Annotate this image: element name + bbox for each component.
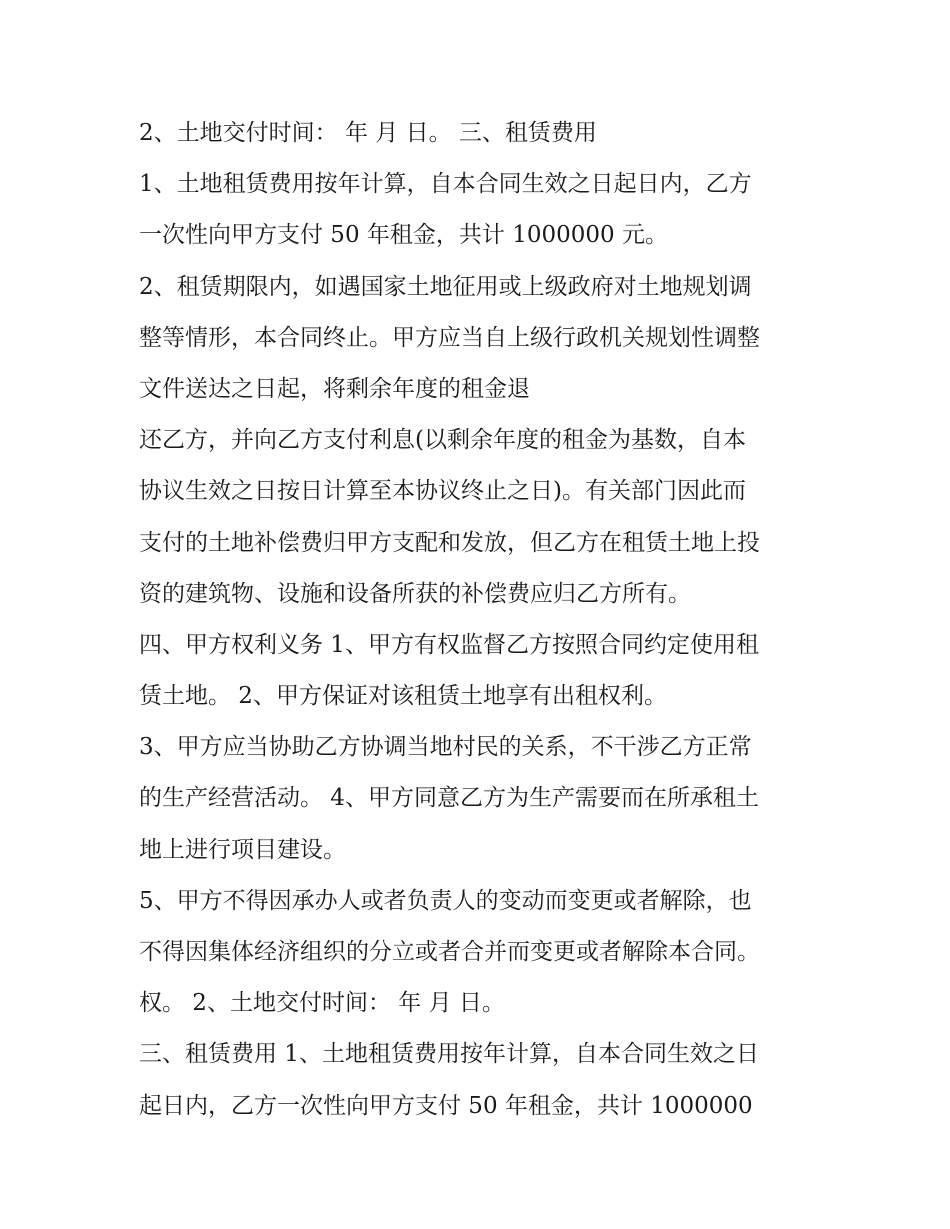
text-line: 协议生效之日按日计算至本协议终止之日)。有关部门因此而 (139, 478, 746, 505)
text-line: 地上进行项目建设。 (139, 836, 346, 863)
text-line: 赁土地。 2、甲方保证对该租赁土地享有出租权利。 (139, 683, 667, 710)
text-line: 1、土地租赁费用按年计算，自本合同生效之日起日内，乙方 (139, 171, 752, 198)
text-line: 三、租赁费用 1、土地租赁费用按年计算，自本合同生效之日 (139, 1041, 759, 1068)
document-body (139, 108, 819, 1132)
text-line: 起日内，乙方一次性向甲方支付 50 年租金，共计 1000000 (139, 1092, 753, 1119)
text-line: 2、租赁期限内，如遇国家土地征用或上级政府对土地规划调 (139, 273, 752, 300)
text-line: 还乙方，并向乙方支付利息(以剩余年度的租金为基数，自本 (139, 427, 746, 454)
text-line: 资的建筑物、设施和设备所获的补偿费应归乙方所有。 (139, 580, 691, 607)
text-line: 的生产经营活动。 4、甲方同意乙方为生产需要而在所承租土 (139, 785, 759, 812)
text-line: 3、甲方应当协助乙方协调当地村民的关系，不干涉乙方正常 (139, 734, 752, 761)
text-line: 支付的土地补偿费归甲方支配和发放，但乙方在租赁土地上投 (139, 529, 760, 556)
text-line: 不得因集体经济组织的分立或者合并而变更或者解除本合同。 (139, 939, 760, 965)
text-line: 整等情形，本合同终止。甲方应当自上级行政机关规划性调整 (139, 324, 760, 351)
text-line: 权。 2、土地交付时间： 年 月 日。 (139, 990, 505, 1017)
text-line: 一次性向甲方支付 50 年租金，共计 1000000 元。 (139, 222, 668, 249)
text-line: 2、土地交付时间： 年 月 日。 三、租赁费用 (139, 120, 597, 146)
text-line: 文件送达之日起，将剩余年度的租金退 (139, 375, 530, 402)
text-line: 四、甲方权利义务 1、甲方有权监督乙方按照合同约定使用租 (139, 631, 759, 658)
text-line: 5、甲方不得因承办人或者负责人的变动而变更或者解除，也 (139, 887, 752, 914)
